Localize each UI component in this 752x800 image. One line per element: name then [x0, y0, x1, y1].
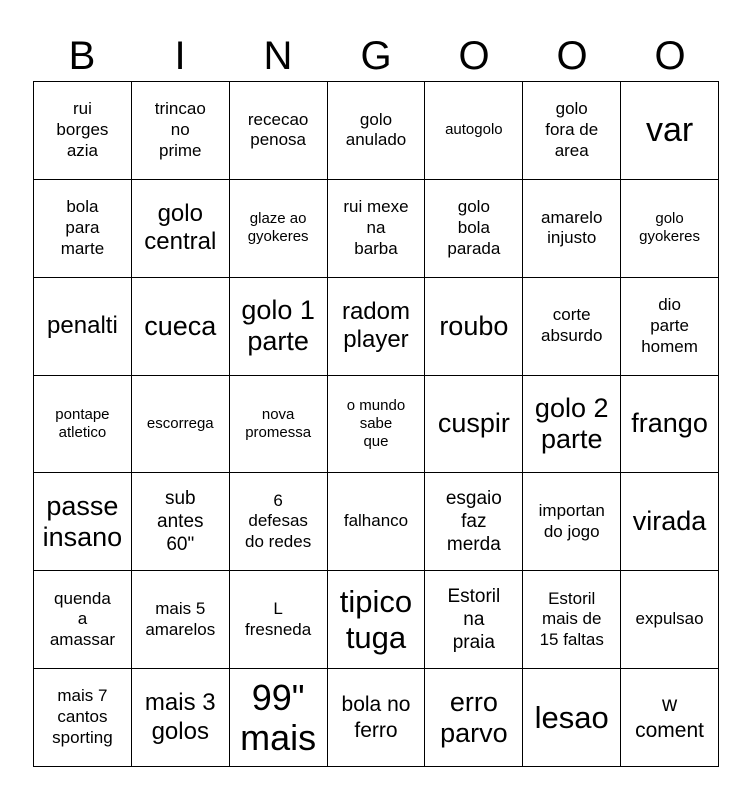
bingo-cell [230, 180, 328, 278]
bingo-cell-text: cuspir [437, 408, 510, 439]
bingo-cell-text: Estoril na praia [447, 585, 501, 654]
bingo-cell [328, 376, 426, 474]
bingo-cell-text: w coment [635, 692, 704, 742]
header-letter: O [556, 34, 588, 78]
bingo-cell [328, 180, 426, 278]
bingo-cell [523, 669, 621, 767]
bingo-cell-text: tipico tuga [339, 584, 413, 655]
bingo-cell-text: esgaio faz merda [445, 488, 502, 556]
bingo-cell [230, 82, 328, 180]
bingo-cell [230, 376, 328, 474]
header-letter: B [68, 34, 96, 78]
bingo-cell-text: 6 defesas do redes [245, 490, 312, 552]
bingo-cell-text: rui mexe na barba [343, 197, 409, 258]
bingo-cell [230, 473, 328, 571]
bingo-cell [425, 571, 523, 669]
bingo-cell [230, 278, 328, 376]
bingo-cell-text: virada [632, 506, 707, 537]
bingo-cell [34, 82, 132, 180]
bingo-cell [34, 278, 132, 376]
bingo-cell [34, 180, 132, 278]
bingo-cell [425, 473, 523, 571]
bingo-cell [621, 278, 719, 376]
bingo-header [33, 30, 719, 82]
bingo-cell-text: Estoril mais de 15 faltas [539, 588, 604, 650]
bingo-cell-text: golo bola parada [447, 197, 501, 258]
bingo-cell-text: o mundo sabe que [346, 396, 406, 451]
bingo-cell [132, 669, 230, 767]
bingo-cell-text: L fresneda [245, 598, 312, 639]
bingo-grid [33, 81, 719, 767]
bingo-cell-text: golo gyokeres [639, 209, 700, 246]
bingo-cell-text: penalti [47, 311, 118, 339]
bingo-cell [230, 571, 328, 669]
bingo-cell-text: cueca [144, 310, 217, 341]
bingo-cell [523, 473, 621, 571]
bingo-cell [425, 376, 523, 474]
bingo-cell [328, 669, 426, 767]
bingo-cell [523, 180, 621, 278]
bingo-cell-text: radom player [341, 297, 410, 354]
bingo-cell-text: frango [631, 408, 708, 439]
bingo-cell [425, 82, 523, 180]
bingo-cell-text: golo anulado [345, 109, 407, 150]
bingo-cell [425, 669, 523, 767]
bingo-cell-text: corte absurdo [540, 305, 603, 346]
bingo-cell [621, 376, 719, 474]
bingo-cell [523, 376, 621, 474]
bingo-cell-text: var [645, 110, 694, 149]
header-letter: I [174, 34, 186, 78]
bingo-cell-text: golo fora de area [545, 99, 599, 160]
bingo-cell-text: rececao penosa [247, 109, 309, 150]
bingo-cell [523, 571, 621, 669]
bingo-cell-text: glaze ao gyokeres [247, 209, 309, 246]
bingo-cell-text: mais 7 cantos sporting [52, 686, 113, 747]
bingo-cell [621, 571, 719, 669]
bingo-cell [132, 473, 230, 571]
bingo-cell-text: dio parte homem [641, 295, 698, 356]
bingo-cell-text: pontape atletico [55, 405, 110, 441]
bingo-cell-text: sub antes 60" [157, 488, 204, 556]
bingo-cell-text: erro parvo [440, 686, 508, 748]
bingo-cell-text: mais 5 amarelos [145, 598, 216, 639]
header-letter: N [263, 34, 293, 78]
bingo-cell-text: autogolo [445, 121, 503, 139]
bingo-cell-text: roubo [439, 310, 509, 341]
bingo-cell [523, 82, 621, 180]
bingo-cell [425, 278, 523, 376]
bingo-cell [132, 278, 230, 376]
bingo-cell [34, 571, 132, 669]
bingo-cell-text: importan do jogo [538, 501, 605, 541]
bingo-cell [34, 669, 132, 767]
bingo-cell-text: expulsao [635, 609, 704, 629]
bingo-cell [328, 278, 426, 376]
bingo-cell-text: quenda a amassar [49, 588, 116, 650]
header-letter: O [654, 34, 686, 78]
bingo-cell [621, 669, 719, 767]
bingo-cell [523, 278, 621, 376]
bingo-cell-text: lesao [534, 699, 609, 735]
bingo-cell-text: passe insano [42, 490, 123, 552]
bingo-cell-text: golo 1 parte [241, 295, 315, 357]
bingo-cell-text: golo 2 parte [534, 392, 609, 454]
bingo-cell-text: falhanco [343, 511, 409, 531]
header-letter: O [458, 34, 490, 78]
bingo-cell [132, 180, 230, 278]
header-letter: G [360, 34, 392, 78]
bingo-cell-text: bola no ferro [341, 692, 411, 742]
bingo-cell [34, 473, 132, 571]
bingo-cell [328, 82, 426, 180]
bingo-cell [328, 571, 426, 669]
bingo-cell [621, 180, 719, 278]
bingo-cell [621, 473, 719, 571]
bingo-cell [425, 180, 523, 278]
bingo-cell-text: mais 3 golos [144, 689, 216, 745]
bingo-cell-text: golo central [144, 199, 217, 256]
bingo-cell-text: rui borges azia [56, 99, 109, 160]
bingo-cell [132, 82, 230, 180]
bingo-cell [230, 669, 328, 767]
bingo-cell [621, 82, 719, 180]
bingo-cell-text: nova promessa [245, 405, 312, 441]
bingo-cell [132, 571, 230, 669]
bingo-cell-text: bola para marte [60, 197, 105, 258]
bingo-cell-text: 99" mais [240, 676, 317, 758]
bingo-cell [34, 376, 132, 474]
bingo-cell-text: escorrega [146, 414, 214, 432]
bingo-cell-text: trincao no prime [154, 99, 206, 160]
bingo-cell [328, 473, 426, 571]
bingo-cell [132, 376, 230, 474]
bingo-cell-text: amarelo injusto [541, 207, 603, 248]
